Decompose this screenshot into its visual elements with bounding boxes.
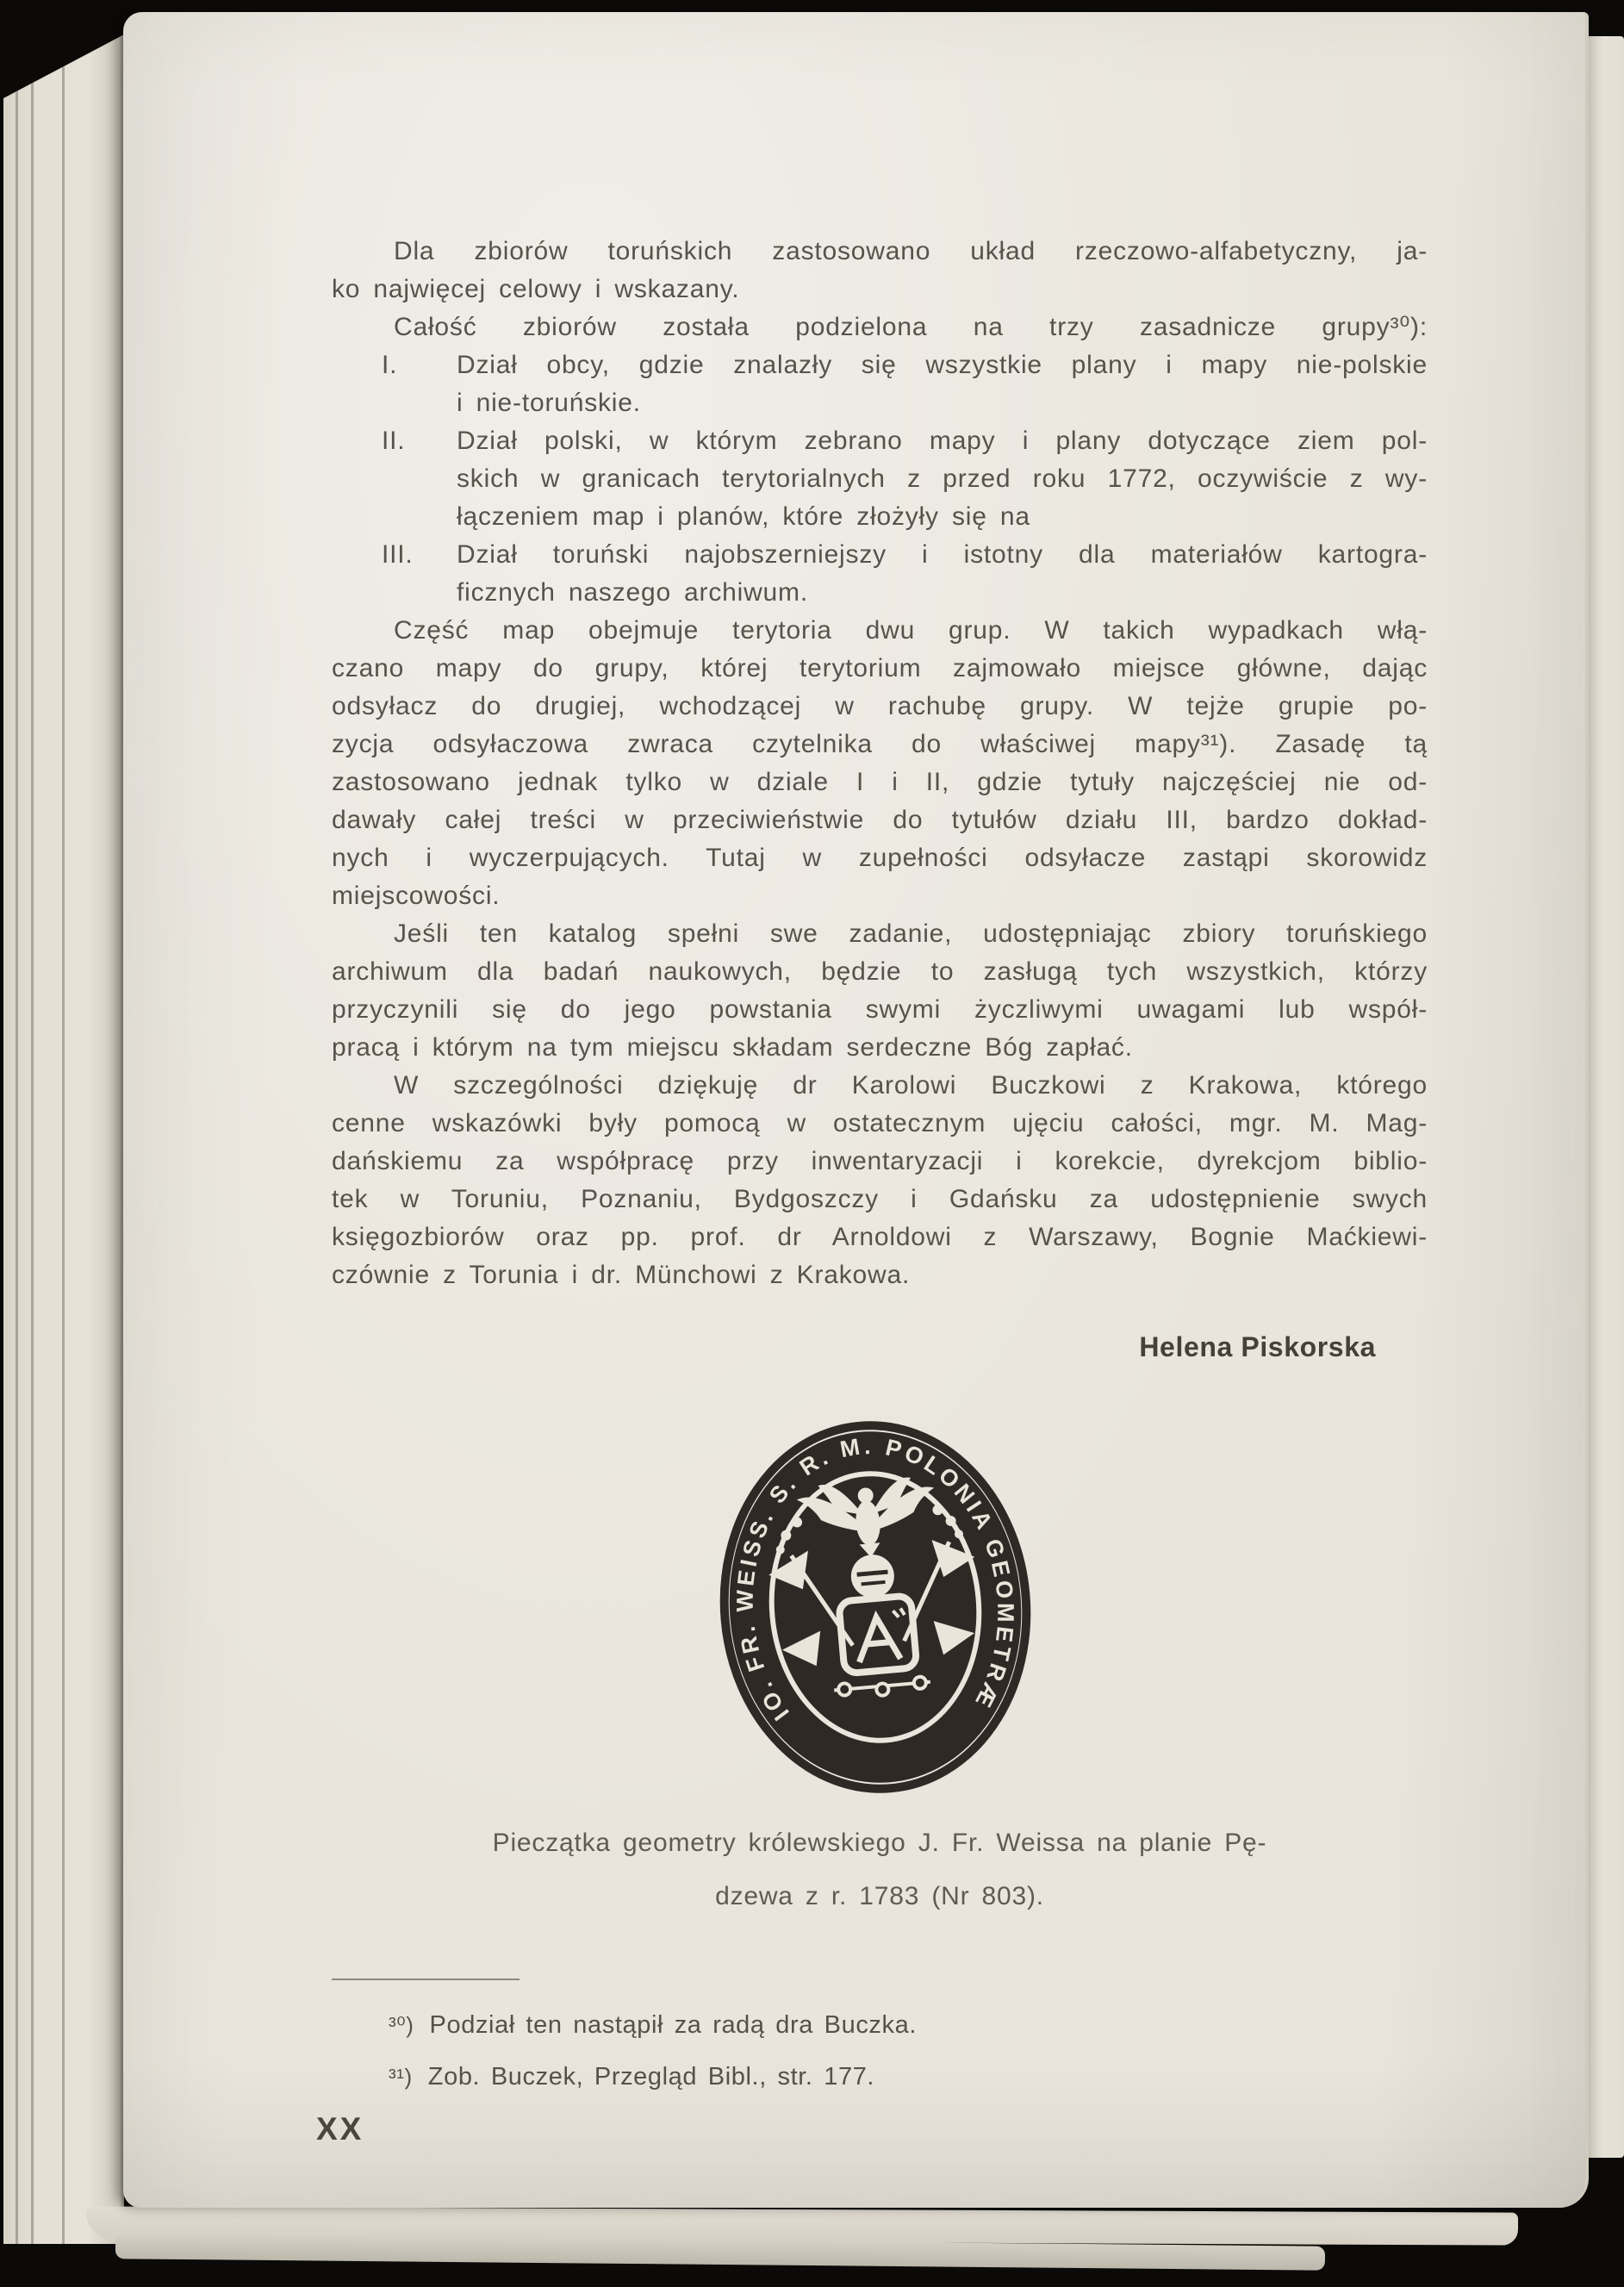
author-signature: Helena Piskorska [1139,1331,1376,1362]
list-numeral: I. [382,351,398,379]
page-number: XX [316,2111,364,2147]
line-text: dawały całej treści w przeciwieństwie do tytułów działu III, bardzo dokład- [332,806,1428,834]
text-line [332,460,1428,498]
line-text: Dział toruński najobszerniejszy i istotny dla materiałów kartogra- [457,540,1428,569]
footnote-rule [332,1979,520,1980]
line-text: Część map obejmuje terytoria dwu grup. W takich wypadkach włą- [394,616,1428,645]
text-line [332,498,1428,536]
text-line [332,308,1428,346]
seal-caption [332,1817,1428,1923]
line-text: łączeniem map i planów, które złożyły się na [457,502,1030,531]
text-line [332,574,1428,612]
page-edge-line [62,22,65,2244]
text-line [332,612,1428,650]
text-line [332,422,1428,460]
footnote-marker: ³⁰) [389,2012,414,2038]
page-body-text [332,233,1428,1294]
footnote [332,1999,1279,2051]
list-numeral: III. [382,540,414,569]
page-edge-line [16,22,18,2244]
text-line [332,1181,1428,1218]
line-text: czównie z Torunia i dr. Münchowi z Krakowa. [332,1261,911,1289]
line-text: zastosowano jednak tylko w dziale I i II, gdzie tytuły najczęściej nie od- [332,768,1428,796]
text-line [332,877,1428,915]
line-text: przyczynili się do jego powstania swymi życzliwymi uwagami lub współ- [332,995,1428,1024]
list-numeral: II. [382,427,406,455]
line-text: czano mapy do grupy, której terytorium zajmowało miejsce główne, dając [332,654,1428,682]
text-line [332,801,1428,839]
caption-line: dzewa z r. 1783 (Nr 803). [715,1882,1044,1910]
text-line [332,346,1428,384]
text-line [332,915,1428,953]
line-text: Dział obcy, gdzie znalazły się wszystkie plany i mapy nie-polskie [457,351,1428,379]
text-line [332,650,1428,688]
line-text: dańskiemu za współpracę przy inwentaryzacji i korekcie, dyrekcjom biblio- [332,1147,1428,1175]
line-text: ficznych naszego archiwum. [457,578,808,607]
page-edge-line [31,22,34,2244]
footnote [332,2051,1279,2103]
text-line [332,233,1428,271]
line-text: Jeśli ten katalog spełni swe zadanie, udostępniając zbiory toruńskiego [394,919,1428,948]
footnote-marker: ³¹) [389,2064,413,2090]
line-text: Dział polski, w którym zebrano mapy i plany dotyczące ziem pol- [457,427,1428,455]
text-line [332,1067,1428,1105]
footnotes [332,1999,1279,2103]
line-text: archiwum dla badań naukowych, będzie to zasługą tych wszystkich, którzy [332,957,1428,986]
line-text: Dla zbiorów toruńskich zastosowano układ rzeczowo-alfabetyczny, ja- [394,237,1428,265]
text-line [332,384,1428,422]
text-line [332,1029,1428,1067]
line-text: ko najwięcej celowy i wskazany. [332,275,740,303]
line-text: pracą i którym na tym miejscu składam serdeczne Bóg zapłać. [332,1033,1133,1062]
seal-rim-inscription: IO. FR. WEISS. S. R. M. POLONIA GEOMETRÆ [731,1432,1019,1726]
text-line [332,688,1428,726]
footnote-text: Podział ten nastąpił za radą dra Buczka. [429,2011,918,2039]
text-line [332,536,1428,574]
line-text: i nie-toruńskie. [457,389,641,417]
book-page [123,12,1589,2208]
line-text: zycja odsyłaczowa zwraca czytelnika do właściwej mapy³¹). Zasadę tą [332,730,1428,758]
caption-line: Pieczątka geometry królewskiego J. Fr. Weissa na planie Pę- [492,1829,1267,1857]
text-line [332,1105,1428,1143]
stacked-page-edges-left [3,22,124,2244]
text-line [332,1218,1428,1256]
text-line [332,271,1428,308]
text-line [332,763,1428,801]
line-text: odsyłacz do drugiej, wchodzącej w rachubę grupy. W tejże grupie po- [332,692,1428,720]
text-line [332,953,1428,991]
text-line [332,839,1428,877]
next-page-edge [1586,36,1624,2158]
text-line [332,1143,1428,1181]
footnote-text: Zob. Buczek, Przegląd Bibl., str. 177. [427,2063,875,2091]
line-text: Całość zbiorów została podzielona na trzy zasadnicze grupy³⁰): [394,313,1428,341]
line-text: tek w Toruniu, Poznaniu, Bydgoszczy i Gdańsku za udostępnienie swych [332,1185,1428,1213]
line-text: miejscowości. [332,882,501,910]
text-line [332,991,1428,1029]
line-text: skich w granicach terytorialnych z przed roku 1772, oczywiście z wy- [457,464,1428,493]
line-text: cenne wskazówki były pomocą w ostatecznym ujęciu całości, mgr. M. Mag- [332,1109,1428,1137]
line-text: nych i wyczerpujących. Tutaj w zupełności odsyłacze zastąpi skorowidz [332,844,1428,872]
line-text: księgozbiorów oraz pp. prof. dr Arnoldowi z Warszawy, Bognie Maćkiewi- [332,1223,1428,1251]
text-line [332,1256,1428,1294]
text-line [332,726,1428,763]
line-text: W szczególności dziękuję dr Karolowi Buczkowi z Krakowa, którego [394,1071,1428,1100]
surveyor-seal-image [703,1406,1048,1808]
